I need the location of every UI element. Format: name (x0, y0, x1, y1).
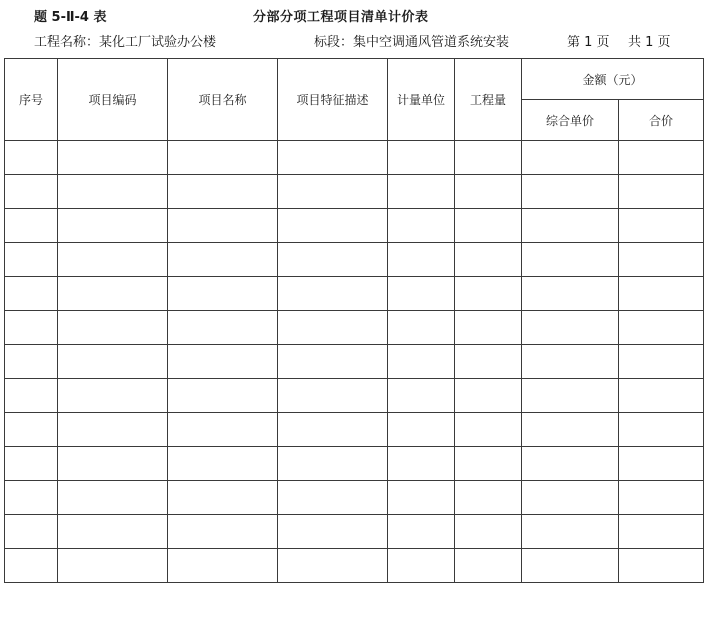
table-cell (278, 379, 388, 413)
table-row (5, 243, 704, 277)
table-cell (388, 379, 455, 413)
table-cell (278, 277, 388, 311)
table-cell (619, 175, 704, 209)
table-cell (619, 413, 704, 447)
header-unit-price: 综合单价 (522, 100, 619, 141)
table-row (5, 549, 704, 583)
section-label: 标段：集中空调通风管道系统安装 (314, 35, 510, 50)
table-cell (455, 515, 522, 549)
table-cell (5, 379, 58, 413)
table-cell (388, 277, 455, 311)
table-cell (619, 447, 704, 481)
header-total-price: 合价 (619, 100, 704, 141)
table-cell (619, 209, 704, 243)
table-cell (168, 413, 278, 447)
table-cell (619, 345, 704, 379)
table-cell (522, 481, 619, 515)
table-cell (5, 141, 58, 175)
table-cell (278, 345, 388, 379)
table-cell (388, 311, 455, 345)
table-cell (58, 311, 168, 345)
table-cell (522, 277, 619, 311)
table-row (5, 141, 704, 175)
table-cell (58, 379, 168, 413)
table-cell (619, 379, 704, 413)
table-row (5, 277, 704, 311)
table-cell (278, 311, 388, 345)
table-cell (278, 549, 388, 583)
table-row (5, 345, 704, 379)
pricing-table (4, 58, 704, 583)
header-quantity: 工程量 (455, 59, 522, 141)
table-cell (58, 413, 168, 447)
table-cell (522, 141, 619, 175)
table-cell (5, 243, 58, 277)
table-cell (58, 141, 168, 175)
table-cell (455, 549, 522, 583)
table-cell (455, 345, 522, 379)
table-cell (455, 141, 522, 175)
table-cell (5, 311, 58, 345)
table-cell (619, 515, 704, 549)
table-cell (522, 243, 619, 277)
table-cell (388, 175, 455, 209)
table-cell (388, 209, 455, 243)
table-cell (278, 175, 388, 209)
table-row (5, 379, 704, 413)
table-cell (455, 447, 522, 481)
table-cell (619, 311, 704, 345)
table-cell (388, 481, 455, 515)
table-cell (278, 141, 388, 175)
table-cell (619, 243, 704, 277)
table-cell (522, 209, 619, 243)
header-unit: 计量单位 (388, 59, 455, 141)
header-name: 项目名称 (168, 59, 278, 141)
table-row (5, 311, 704, 345)
table-cell (58, 447, 168, 481)
header-description: 项目特征描述 (278, 59, 388, 141)
table-cell (522, 175, 619, 209)
table-row (5, 209, 704, 243)
table-cell (5, 549, 58, 583)
table-cell (278, 209, 388, 243)
table-cell (168, 175, 278, 209)
table-body (5, 141, 704, 583)
page-total: 共 1 页 (628, 35, 671, 50)
document-title: 分部分项工程项目清单计价表 (253, 10, 429, 25)
table-cell (522, 447, 619, 481)
table-cell (455, 277, 522, 311)
table-cell (388, 549, 455, 583)
table-cell (168, 243, 278, 277)
table-cell (168, 549, 278, 583)
table-cell (168, 515, 278, 549)
table-cell (522, 379, 619, 413)
table-cell (455, 209, 522, 243)
table-cell (455, 243, 522, 277)
table-cell (168, 345, 278, 379)
table-cell (388, 447, 455, 481)
page-number: 第 1 页 (567, 35, 610, 50)
header-code: 项目编码 (58, 59, 168, 141)
table-cell (278, 481, 388, 515)
table-cell (168, 141, 278, 175)
table-cell (58, 175, 168, 209)
table-cell (5, 345, 58, 379)
table-cell (278, 515, 388, 549)
table-cell (168, 481, 278, 515)
table-cell (388, 345, 455, 379)
table-cell (522, 345, 619, 379)
header-amount-group: 金额（元） (522, 59, 704, 100)
header-seq: 序号 (5, 59, 58, 141)
table-cell (522, 515, 619, 549)
table-cell (5, 175, 58, 209)
table-cell (58, 209, 168, 243)
title-row (0, 6, 708, 26)
table-cell (5, 481, 58, 515)
table-cell (58, 515, 168, 549)
table-cell (522, 549, 619, 583)
table-cell (5, 447, 58, 481)
table-cell (168, 311, 278, 345)
table-cell (168, 277, 278, 311)
table-cell (5, 209, 58, 243)
table-cell (388, 243, 455, 277)
table-cell (58, 549, 168, 583)
table-cell (58, 481, 168, 515)
table-cell (168, 447, 278, 481)
table-row (5, 481, 704, 515)
table-row (5, 515, 704, 549)
table-cell (278, 447, 388, 481)
table-cell (5, 515, 58, 549)
table-cell (5, 413, 58, 447)
info-row (0, 31, 708, 51)
table-ref-label: 题 5-Ⅱ-4 表 (34, 10, 107, 25)
table-cell (388, 141, 455, 175)
table-cell (58, 277, 168, 311)
table-cell (58, 243, 168, 277)
table-cell (455, 413, 522, 447)
table-row (5, 447, 704, 481)
table-cell (278, 243, 388, 277)
table-cell (455, 175, 522, 209)
table-cell (168, 209, 278, 243)
table-cell (455, 311, 522, 345)
table-cell (619, 549, 704, 583)
table-cell (619, 277, 704, 311)
table-cell (455, 481, 522, 515)
table-cell (5, 277, 58, 311)
table-row (5, 175, 704, 209)
table-cell (168, 379, 278, 413)
table-cell (522, 413, 619, 447)
table-cell (619, 141, 704, 175)
table-cell (455, 379, 522, 413)
table-row (5, 413, 704, 447)
table-cell (619, 481, 704, 515)
table-cell (388, 515, 455, 549)
table-cell (522, 311, 619, 345)
table-cell (388, 413, 455, 447)
table-cell (58, 345, 168, 379)
table-cell (278, 413, 388, 447)
project-name: 工程名称：某化工厂试验办公楼 (34, 35, 217, 50)
